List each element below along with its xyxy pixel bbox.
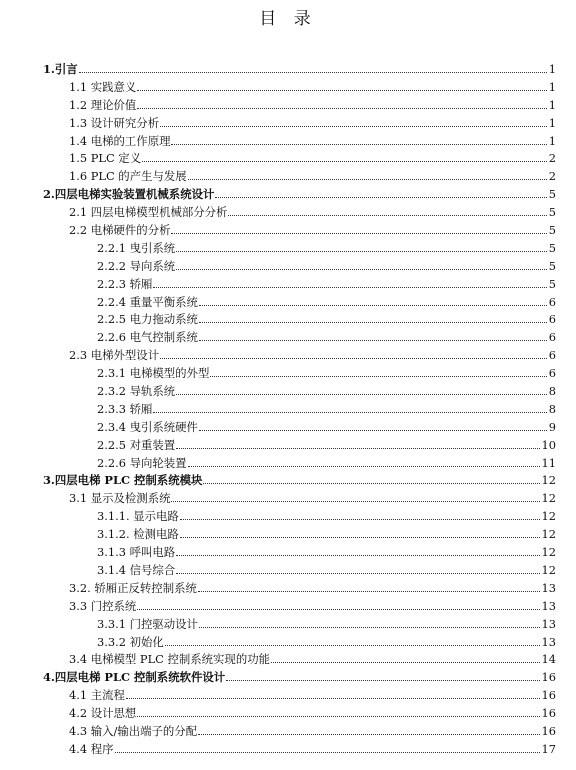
toc-entry-page-number: 12	[541, 527, 556, 542]
toc-entry-title: 2.2 电梯硬件的分析	[69, 223, 171, 238]
toc-entry-title: 2.3.2 导轨系统	[97, 384, 176, 399]
toc-entry-title: 3.1.3 呼叫电路	[97, 545, 176, 560]
toc-entry-page-number: 12	[541, 562, 556, 577]
toc-entry-title: 2.1 四层电梯模型机械部分分析	[69, 205, 228, 220]
dot-leader	[176, 573, 540, 574]
toc-entry-title: 3.1.4 信号综合	[97, 562, 176, 577]
toc-entry[interactable]	[0, 544, 576, 562]
toc-entry[interactable]	[0, 383, 576, 401]
toc-entry[interactable]	[0, 455, 576, 473]
toc-entry-page-number: 16	[541, 688, 556, 703]
toc-entry[interactable]	[0, 115, 576, 133]
toc-entry[interactable]	[0, 79, 576, 97]
toc-entry-page-number: 12	[541, 545, 556, 560]
toc-entry[interactable]	[0, 276, 576, 294]
toc-entry[interactable]	[0, 705, 576, 723]
toc-entry-page-number: 1	[548, 133, 556, 148]
toc-entry[interactable]	[0, 204, 576, 222]
dot-leader	[226, 680, 540, 681]
toc-entry-title: 2.2.3 轿厢	[97, 276, 153, 291]
toc-entry-title: 2.2.6 电气控制系统	[97, 330, 198, 345]
toc-entry-title: 1.6 PLC 的产生与发展	[69, 169, 187, 184]
toc-entry-page-number: 13	[541, 616, 556, 631]
toc-entry[interactable]	[0, 580, 576, 598]
toc-entry[interactable]	[0, 526, 576, 544]
toc-entry-page-number: 8	[548, 401, 556, 416]
toc-entry-title: 4.1 主流程	[69, 688, 125, 703]
dot-leader	[176, 251, 547, 252]
dot-leader	[210, 376, 547, 377]
toc-entry-page-number: 9	[548, 419, 556, 434]
dot-leader	[180, 519, 540, 520]
dot-leader	[153, 287, 547, 288]
dot-leader	[198, 591, 540, 592]
toc-entry[interactable]	[0, 401, 576, 419]
toc-entry-page-number: 11	[541, 455, 556, 470]
dot-leader	[137, 108, 547, 109]
toc-entry-title: 3.3.2 初始化	[97, 634, 164, 649]
toc-entry-title: 2.3 电梯外型设计	[69, 348, 160, 363]
toc-entry-page-number: 5	[548, 276, 556, 291]
toc-entry[interactable]	[0, 186, 576, 204]
dot-leader	[199, 305, 547, 306]
toc-entry-page-number: 17	[541, 741, 556, 756]
toc-entry-page-number: 6	[548, 348, 556, 363]
toc-entry-page-number: 5	[548, 258, 556, 273]
toc-entry-title: 3.3 门控系统	[69, 598, 137, 613]
toc-entry-page-number: 1	[548, 115, 556, 130]
toc-entry-page-number: 5	[548, 205, 556, 220]
dot-leader	[165, 645, 540, 646]
toc-entry-page-number: 13	[541, 580, 556, 595]
toc-entry-page-number: 12	[541, 509, 556, 524]
toc-entry-page-number: 16	[541, 706, 556, 721]
toc-entry-title: 3.4 电梯模型 PLC 控制系统实现的功能	[69, 652, 270, 667]
toc-entry-page-number: 12	[541, 473, 556, 488]
toc-entry-page-number: 2	[548, 151, 556, 166]
toc-entry-page-number: 1	[548, 79, 556, 94]
toc-entry-page-number: 16	[541, 723, 556, 738]
toc-entry-title: 3.1.1. 显示电路	[97, 509, 179, 524]
toc-entry-title: 1.5 PLC 定义	[69, 151, 142, 166]
dot-leader	[171, 144, 547, 145]
toc-entry-title: 2.3.1 电梯模型的外型	[97, 366, 210, 381]
toc-entry-page-number: 12	[541, 491, 556, 506]
toc-entry-page-number: 2	[548, 169, 556, 184]
toc-entry[interactable]	[0, 598, 576, 616]
toc-entry-title: 4.四层电梯 PLC 控制系统软件设计	[43, 670, 226, 685]
toc-entry-page-number: 6	[548, 330, 556, 345]
toc-entry-title: 1.1 实践意义	[69, 79, 137, 94]
toc-entry-title: 2.2.1 曳引系统	[97, 240, 176, 255]
toc-entry-title: 2.2.5 电力拖动系统	[97, 312, 198, 327]
toc-entry-page-number: 6	[548, 312, 556, 327]
toc-entry[interactable]	[0, 437, 576, 455]
dot-leader	[115, 752, 540, 753]
toc-entry[interactable]	[0, 419, 576, 437]
dot-leader	[215, 197, 547, 198]
dot-leader	[176, 394, 547, 395]
toc-entry-title: 1.3 设计研究分析	[69, 115, 160, 130]
toc-entry-page-number: 5	[548, 223, 556, 238]
toc-entry[interactable]	[0, 508, 576, 526]
dot-leader	[137, 716, 540, 717]
dot-leader	[203, 483, 540, 484]
toc-entry-page-number: 16	[541, 670, 556, 685]
toc-entry[interactable]	[0, 294, 576, 312]
toc-entry[interactable]	[0, 490, 576, 508]
toc-entry[interactable]	[0, 150, 576, 168]
toc-entry-page-number: 6	[548, 366, 556, 381]
toc-entry[interactable]	[0, 723, 576, 741]
toc-entry-title: 3.3.1 门控驱动设计	[97, 616, 198, 631]
toc-entry-title: 3.2. 轿厢正反转控制系统	[69, 580, 197, 595]
dot-leader	[176, 448, 540, 449]
dot-leader	[199, 627, 540, 628]
toc-entry-page-number: 1	[548, 97, 556, 112]
dot-leader	[160, 126, 547, 127]
toc-entry-page-number: 5	[548, 240, 556, 255]
table-of-contents	[0, 61, 576, 759]
toc-entry-page-number: 1	[548, 62, 556, 76]
toc-entry[interactable]	[0, 61, 576, 79]
toc-entry[interactable]	[0, 669, 576, 687]
dot-leader	[137, 90, 547, 91]
dot-leader	[153, 412, 547, 413]
toc-entry-title: 2.2.4 重量平衡系统	[97, 294, 198, 309]
toc-entry[interactable]	[0, 329, 576, 347]
toc-entry-page-number: 5	[548, 187, 556, 202]
dot-leader	[160, 358, 547, 359]
toc-entry-title: 2.2.5 对重装置	[97, 437, 176, 452]
toc-entry-page-number: 14	[541, 652, 556, 667]
dot-leader	[171, 233, 547, 234]
toc-entry[interactable]	[0, 472, 576, 490]
toc-entry[interactable]	[0, 687, 576, 705]
toc-entry-title: 1.引言	[43, 62, 78, 76]
toc-entry-page-number: 13	[541, 634, 556, 649]
page-title: 目 录	[259, 9, 317, 29]
toc-entry-title: 1.2 理论价值	[69, 97, 137, 112]
toc-entry[interactable]	[0, 133, 576, 151]
toc-entry[interactable]	[0, 258, 576, 276]
toc-entry-title: 2.3.3 轿厢	[97, 401, 153, 416]
toc-entry-title: 2.四层电梯实验装置机械系统设计	[43, 187, 215, 202]
toc-entry-title: 2.3.4 曳引系统硬件	[97, 419, 198, 434]
dot-leader	[176, 555, 540, 556]
toc-entry-title: 4.3 输入/输出端子的分配	[69, 723, 198, 738]
toc-entry[interactable]	[0, 651, 576, 669]
toc-entry-title: 4.2 设计思想	[69, 706, 137, 721]
toc-entry-page-number: 13	[541, 598, 556, 613]
toc-entry[interactable]	[0, 222, 576, 240]
toc-entry[interactable]	[0, 240, 576, 258]
toc-entry[interactable]	[0, 562, 576, 580]
toc-entry[interactable]	[0, 97, 576, 115]
toc-entry[interactable]	[0, 741, 576, 759]
toc-entry-title: 4.4 程序	[69, 741, 114, 756]
dot-leader	[199, 340, 547, 341]
toc-entry[interactable]	[0, 634, 576, 652]
dot-leader	[176, 269, 547, 270]
dot-leader	[142, 161, 547, 162]
toc-entry-title: 2.2.6 导向轮装置	[97, 455, 187, 470]
toc-entry-page-number: 6	[548, 294, 556, 309]
dot-leader	[199, 430, 547, 431]
dot-leader	[228, 215, 547, 216]
toc-entry-title: 3.四层电梯 PLC 控制系统模块	[43, 473, 203, 488]
toc-entry-title: 3.1 显示及检测系统	[69, 491, 171, 506]
dot-leader	[137, 609, 540, 610]
toc-entry-title: 3.1.2. 检测电路	[97, 527, 179, 542]
dot-leader	[180, 537, 540, 538]
dot-leader	[79, 72, 547, 73]
dot-leader	[188, 179, 547, 180]
toc-entry[interactable]	[0, 616, 576, 634]
toc-entry-page-number: 8	[548, 384, 556, 399]
toc-entry[interactable]	[0, 365, 576, 383]
dot-leader	[171, 501, 540, 502]
dot-leader	[199, 322, 547, 323]
dot-leader	[188, 466, 540, 467]
toc-entry[interactable]	[0, 347, 576, 365]
dot-leader	[126, 698, 540, 699]
toc-entry[interactable]	[0, 168, 576, 186]
toc-entry-title: 1.4 电梯的工作原理	[69, 133, 171, 148]
dot-leader	[198, 734, 540, 735]
toc-entry-title: 2.2.2 导向系统	[97, 258, 176, 273]
dot-leader	[271, 662, 540, 663]
toc-entry[interactable]	[0, 311, 576, 329]
toc-entry-page-number: 10	[541, 437, 556, 452]
